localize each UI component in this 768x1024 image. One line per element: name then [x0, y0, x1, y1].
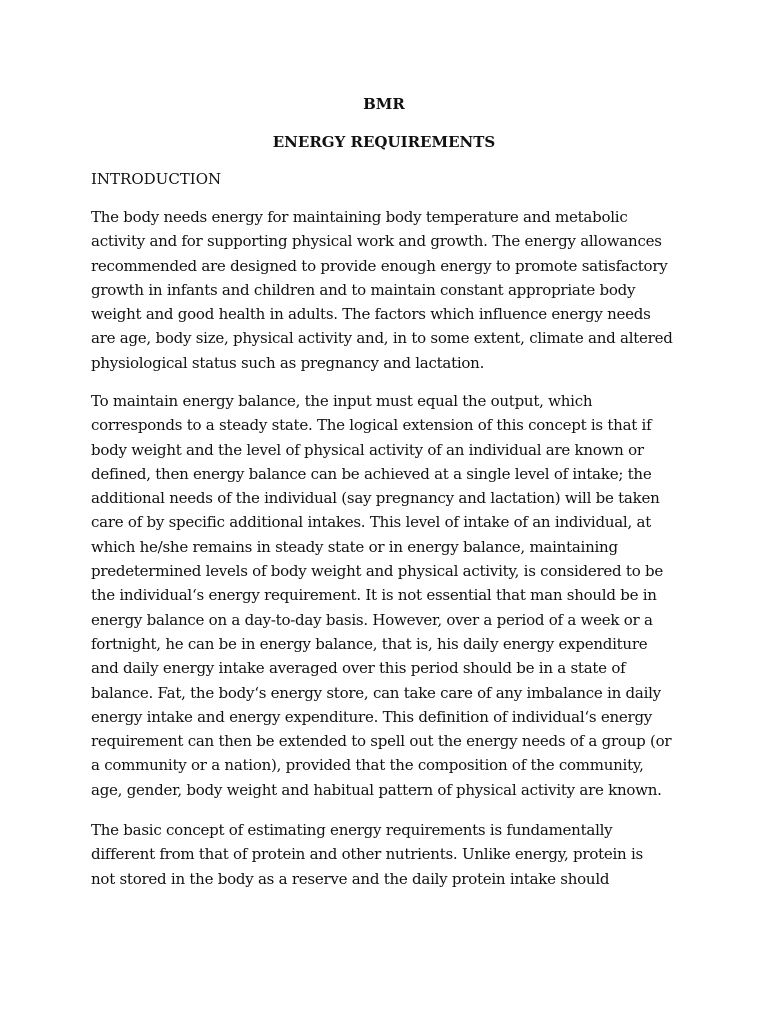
paragraph-line: predetermined levels of body weight and physical activity, is considered to be [91, 562, 663, 581]
paragraph-line: The basic concept of estimating energy requirements is fundamentally [91, 821, 613, 839]
paragraph-1 [91, 205, 691, 375]
paragraph-2 [91, 389, 691, 802]
paragraph-line: care of by specific additional intakes. This level of intake of an individual, at [91, 513, 651, 532]
paragraph-line: requirement can then be extended to spell out the energy needs of a group (or [91, 732, 672, 751]
document-subtitle: ENERGY REQUIREMENTS [272, 133, 496, 151]
paragraph-line: age, gender, body weight and habitual pattern of physical activity are known. [91, 780, 662, 799]
section-heading-introduction: INTRODUCTION [91, 170, 222, 188]
paragraph-line: To maintain energy balance, the input must equal the output, which [91, 392, 593, 410]
paragraph-line: the individual‘s energy requirement. It is not essential that man should be in [91, 586, 657, 605]
paragraph-line: fortnight, he can be in energy balance, that is, his daily energy expenditure [91, 634, 648, 653]
paragraph-line: growth in infants and children and to maintain constant appropriate body [91, 280, 636, 299]
paragraph-line: physiological status such as pregnancy and lactation. [91, 353, 485, 372]
paragraph-line: additional needs of the individual (say pregnancy and lactation) will be taken [91, 489, 660, 508]
paragraph-line: energy balance on a day-to-day basis. However, over a period of a week or a [91, 610, 653, 629]
paragraph-line: activity and for supporting physical work and growth. The energy allowances [91, 232, 662, 251]
paragraph-line: The body needs energy for maintaining body temperature and metabolic [91, 208, 628, 226]
paragraph-3 [91, 818, 691, 891]
document-title: BMR [363, 95, 405, 113]
paragraph-line: weight and good health in adults. The factors which influence energy needs [91, 305, 651, 324]
paragraph-line: body weight and the level of physical activity of an individual are known or [91, 440, 644, 459]
paragraph-line: balance. Fat, the body‘s energy store, can take care of any imbalance in daily [91, 683, 661, 702]
paragraph-line: defined, then energy balance can be achieved at a single level of intake; the [91, 464, 652, 483]
paragraph-line: energy intake and energy expenditure. This definition of individual‘s energy [91, 707, 653, 726]
paragraph-line: are age, body size, physical activity and, in to some extent, climate and altered [91, 329, 673, 348]
paragraph-line: different from that of protein and other nutrients. Unlike energy, protein is [91, 845, 643, 864]
paragraph-line: which he/she remains in steady state or in energy balance, maintaining [91, 537, 618, 556]
paragraph-line: not stored in the body as a reserve and the daily protein intake should [91, 869, 610, 888]
paragraph-line: and daily energy intake averaged over this period should be in a state of [91, 659, 626, 678]
paragraph-line: a community or a nation), provided that the composition of the community, [91, 756, 644, 775]
paragraph-line: corresponds to a steady state. The logical extension of this concept is that if [91, 416, 652, 435]
paragraph-line: recommended are designed to provide enough energy to promote satisfactory [91, 256, 668, 275]
